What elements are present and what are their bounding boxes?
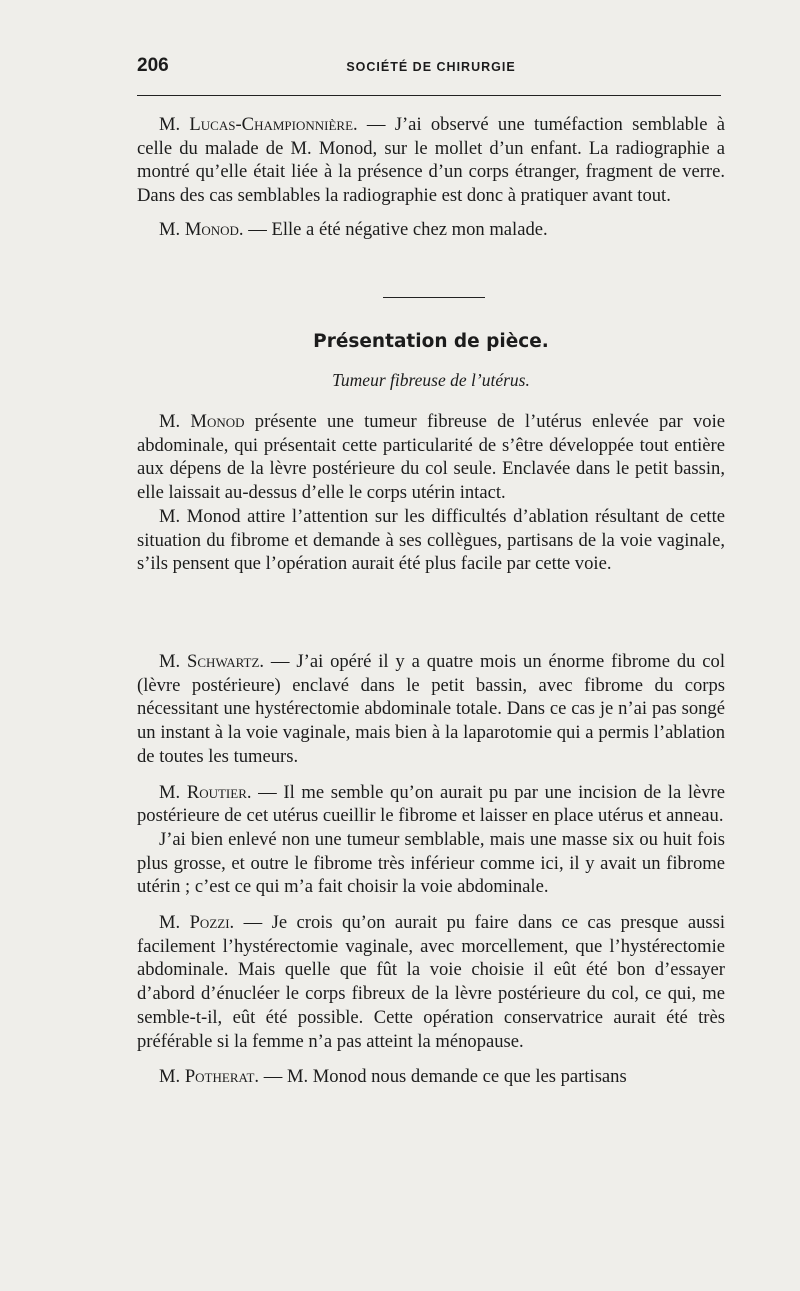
speaker-name: M. Pozzi. [159, 912, 235, 934]
paragraph-monod-presentation [137, 410, 725, 505]
section-subtitle: Tumeur fibreuse de l’utérus. [332, 370, 530, 390]
page-number: 206 [137, 55, 169, 76]
presentation-block [137, 410, 725, 576]
paragraph-text: — Je crois qu’on aurait pu faire dans ce cas presque aussi facilement l’hystérectomie vaginale, avec morcellement, que l’hystérectomie abdominale. Mais quelle que fût la voie choisie il eût été bon d’essayer d’abord d’énucléer le corps fibreux de la lèvre postérieure du col, ce qui, me semble-t-il, eût été possible. Cette opération conservatrice aurait été très préférable si la femme n’a pas atteint la ménopause. [137, 912, 726, 1052]
discussion-block-1 [137, 113, 725, 242]
speaker-name: M. Monod. [159, 218, 244, 240]
paragraph-text: M. Monod attire l’attention sur les difficultés d’ablation résultant de cette situation du fibrome et demande à ses collègues, partisans de la voie vaginale, s’ils pensent que l’opération aurait été plus facile par cette voie. [137, 505, 725, 575]
paragraph-lucas-championniere [137, 113, 725, 208]
section-separator [383, 297, 485, 298]
paragraph-text: — J’ai observé une tuméfaction semblable à celle du malade de M. Monod, sur le mollet d’un enfant. La radiographie a montré qu’elle était liée à la présence d’un corps étranger, fragment de verre. Dans des cas semblables la radiographie est donc à pratiquer avant tout. [137, 114, 725, 207]
section-title: Présentation de pièce. [313, 331, 549, 352]
paragraph-routier [137, 781, 725, 828]
running-head-title: SOCIÉTÉ DE CHIRURGIE [346, 60, 516, 74]
speaker-name: M. Lucas-Championnière. [159, 114, 358, 135]
paragraph-text: J’ai bien enlevé non une tumeur semblable, mais une masse six ou huit fois plus grosse, et outre le fibrome très inférieur comme ici, il y avait un fibrome utérin ; c’est ce qui m’a fait choisir la voie abdominale. [137, 828, 725, 898]
paragraph-text: — Il me semble qu’on aurait pu par une incision de la lèvre postérieure de cet utérus cueillir le fibrome et laisser en place utérus et anneau. [137, 781, 725, 827]
running-head [137, 54, 725, 84]
paragraph-monod-reply [137, 218, 725, 242]
speaker-name: M. Routier. [159, 781, 252, 803]
paragraph-routier-continued [137, 828, 725, 899]
paragraph-text: — J’ai opéré il y a quatre mois un énorme fibrome du col (lèvre postérieure) enclavé dans le petit bassin, avec fibrome du corps nécessitant une hystérectomie abdominale totale. Dans ce cas je n’ai pas songé un instant à la voie vaginale, mais bien à la laparotomie qui a permis l’ablation de toutes les tumeurs. [137, 651, 725, 767]
paragraph-monod-question [137, 505, 725, 576]
speaker-name: M. Potherat. [159, 1066, 260, 1088]
paragraph-text: — M. Monod nous demande ce que les partisans [259, 1066, 627, 1088]
paragraph-pozzi [137, 911, 725, 1053]
header-rule [137, 95, 721, 96]
paragraph-schwartz [137, 650, 725, 769]
speaker-name: M. Monod [159, 411, 245, 432]
paragraph-text: — Elle a été négative chez mon malade. [243, 218, 548, 240]
speaker-name: M. Schwartz. [159, 651, 265, 672]
discussion-block-2 [137, 650, 725, 1089]
paragraph-text: présente une tumeur fibreuse de l’utérus enlevée par voie abdominale, qui présentait cette particularité de s’être développée tout entière aux dépens de la lèvre postérieure du col seule. Enclavée dans le petit bassin, elle laissait au-dessus d’elle le corps utérin intact. [137, 411, 725, 504]
paragraph-potherat [137, 1065, 725, 1089]
